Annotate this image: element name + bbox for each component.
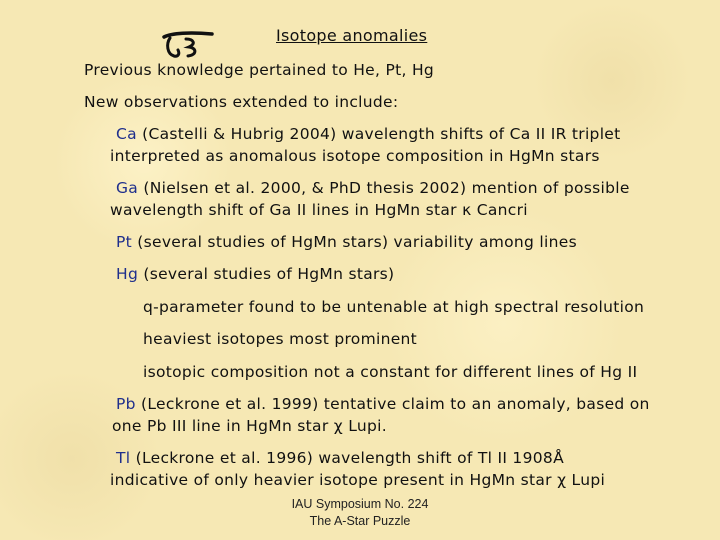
footer-line-1: IAU Symposium No. 224 — [291, 497, 429, 511]
item-tl-line2: indicative of only heavier isotope present in HgMn star χ Lupi — [110, 471, 606, 489]
item-ca-line1 — [116, 123, 621, 145]
element-label-ca: Ca — [116, 125, 137, 143]
symposium-logo-icon — [160, 28, 218, 60]
intro-previous: Previous knowledge pertained to He, Pt, Hg — [84, 61, 435, 79]
element-label-hg: Hg — [116, 265, 139, 283]
item-hg-sub-2: heaviest isotopes most prominent — [143, 330, 418, 348]
element-label-ga: Ga — [116, 179, 139, 197]
element-label-pb: Pb — [116, 395, 136, 413]
item-ga-line2: wavelength shift of Ga II lines in HgMn star κ Cancri — [110, 201, 528, 219]
item-pt-text1: (several studies of HgMn stars) variability among lines — [137, 233, 577, 251]
item-ga-line1 — [116, 177, 630, 199]
footer-line-2: The A-Star Puzzle — [309, 514, 411, 528]
item-ga-text1: (Nielsen et al. 2000, & PhD thesis 2002) mention of possible — [143, 179, 630, 197]
item-hg-sub-3: isotopic composition not a constant for different lines of Hg II — [143, 363, 638, 381]
intro-new: New observations extended to include: — [84, 93, 399, 111]
element-label-pt: Pt — [116, 233, 133, 251]
element-label-tl: Tl — [116, 449, 131, 467]
slide-title: Isotope anomalies — [276, 26, 428, 45]
item-pb-line2: one Pb III line in HgMn star χ Lupi. — [112, 417, 387, 435]
item-pb-line1 — [116, 393, 650, 415]
item-hg-sub-1: q-parameter found to be untenable at high spectral resolution — [143, 298, 645, 316]
item-tl-line1 — [116, 447, 564, 469]
item-hg-text1: (several studies of HgMn stars) — [143, 265, 395, 283]
footer — [250, 496, 470, 530]
item-pt-line1 — [116, 231, 577, 253]
item-ca-text1: (Castelli & Hubrig 2004) wavelength shifts of Ca II IR triplet — [142, 125, 621, 143]
item-hg-line1 — [116, 263, 394, 285]
item-ca-line2: interpreted as anomalous isotope composition in HgMn stars — [110, 147, 600, 165]
item-tl-text1: (Leckrone et al. 1996) wavelength shift of Tl II 1908Å — [135, 449, 564, 467]
item-pb-text1: (Leckrone et al. 1999) tentative claim to an anomaly, based on — [141, 395, 650, 413]
